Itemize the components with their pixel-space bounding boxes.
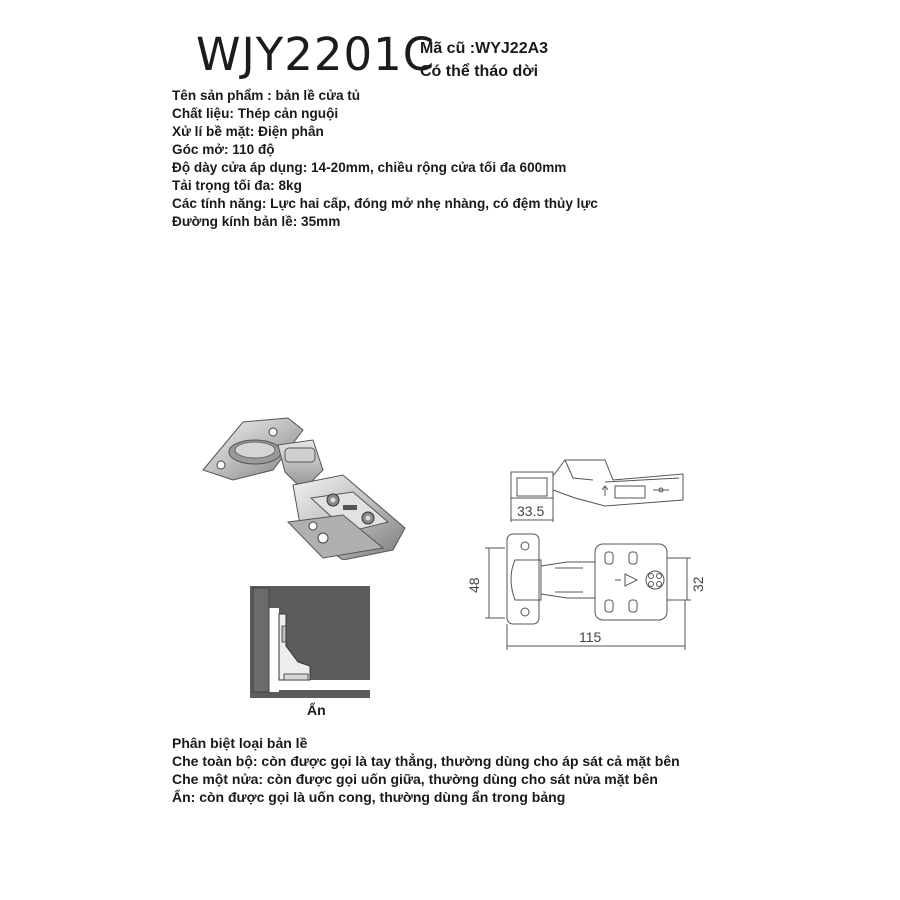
note-inset: Ẩn: còn được gọi là uốn cong, thường dùng ẩn trong bảng <box>172 789 566 805</box>
spec-material: Chất liệu: Thép cản nguội <box>172 106 339 121</box>
install-type-label: Ẩn <box>307 702 326 718</box>
dimension-height: 48 <box>466 577 482 593</box>
spec-max-load: Tải trọng tối đa: 8kg <box>172 178 302 193</box>
dimension-plate: 32 <box>690 576 706 592</box>
notes-heading: Phân biệt loại bản lề <box>172 735 308 751</box>
technical-drawing <box>455 450 715 660</box>
spec-opening-angle: Góc mở: 110 độ <box>172 142 275 157</box>
model-number: WJY2201C <box>196 28 436 81</box>
hinge-type-notes <box>172 734 680 806</box>
detachable-note: Có thể tháo dời <box>420 63 539 80</box>
spec-cup-diameter: Đường kính bản lề: 35mm <box>172 214 341 229</box>
spec-list <box>172 87 598 231</box>
note-half-overlay: Che một nửa: còn được gọi uốn giữa, thường dùng cho sát nửa mặt bên <box>172 771 658 787</box>
note-full-overlay: Che toàn bộ: còn được gọi là tay thẳng, thường dùng cho áp sát cả mặt bên <box>172 753 680 769</box>
old-code: Mã cũ :WYJ22A3 <box>420 40 549 57</box>
spec-product-name: Tên sản phẩm : bản lề cửa tủ <box>172 88 361 103</box>
dimension-side: 33.5 <box>517 503 545 519</box>
spec-door-thickness: Độ dày cửa áp dụng: 14-20mm, chiều rộng cửa tối đa 600mm <box>172 160 567 175</box>
install-type-diagram <box>250 586 370 700</box>
hinge-photo <box>193 410 413 560</box>
dimension-width: 115 <box>579 629 602 645</box>
spec-features: Các tính năng: Lực hai cấp, đóng mở nhẹ nhàng, có đệm thủy lực <box>172 196 598 211</box>
spec-surface: Xử lí bề mặt: Điện phân <box>172 124 324 139</box>
